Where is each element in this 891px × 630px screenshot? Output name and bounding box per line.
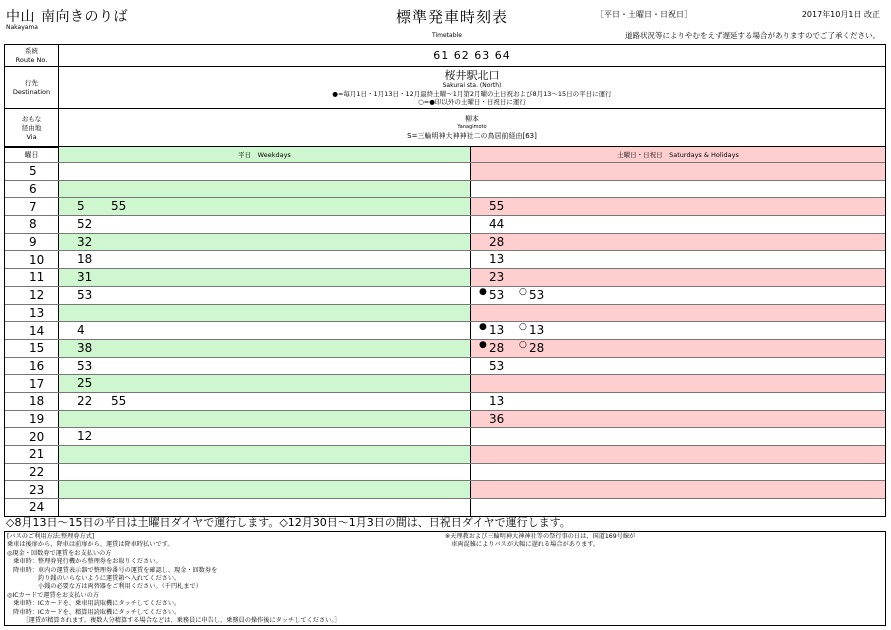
stop-name-roman: Nakayama (6, 24, 38, 31)
weekday-departure: 22 (77, 393, 93, 408)
hour-row (5, 392, 885, 410)
fare-instructions (7, 533, 437, 625)
weekday-departure: 55 (111, 199, 127, 214)
hour-row (5, 233, 885, 251)
hour-label: 15 (5, 340, 59, 357)
stop-name (6, 6, 128, 26)
via-label (5, 109, 59, 147)
via-label-ja-2: 経由地 (21, 123, 42, 132)
hour-row (5, 286, 885, 304)
fare-instruction-line: 降車時：車内の運賃表示器で整理券番号の運賃を確認し、現金・回数券を (7, 566, 218, 574)
hour-label: 9 (5, 234, 59, 251)
holiday-departure: 53 (489, 358, 505, 373)
route-value (59, 45, 885, 66)
page-title: 標準発車時刻表 (396, 8, 509, 26)
holiday-cell (471, 499, 885, 516)
hour-row (5, 410, 885, 428)
holiday-departure: 13 (489, 252, 505, 267)
destination-row (5, 67, 885, 109)
weekday-cell (59, 464, 471, 481)
holiday-cell (471, 163, 885, 180)
weekday-departure: 5 (77, 199, 85, 214)
hour-label: 13 (5, 305, 59, 322)
weekday-cell (59, 340, 471, 357)
holiday-cell (471, 411, 885, 428)
holiday-cell (471, 216, 885, 233)
hour-label: 10 (5, 251, 59, 268)
weekday-cell (59, 375, 471, 392)
via-note: S=三輪明神大神神社二の鳥居前経由[63] (407, 132, 537, 140)
holiday-cell (471, 446, 885, 463)
usage-footer (4, 531, 886, 626)
hour-row (5, 374, 885, 392)
hour-label: 5 (5, 163, 59, 180)
day-kinds: ［平日・土曜日・日祝日］ (596, 10, 692, 19)
hour-row (5, 215, 885, 233)
congestion-note-line: 車両混雑によりバスが大幅に遅れる場合があります。 (445, 541, 600, 549)
fare-instruction-line: 乗車時：整理券発行機から整理券をお取りください。 (7, 558, 162, 566)
weekday-cell (59, 322, 471, 339)
weekday-cell (59, 181, 471, 198)
holiday-cell (471, 481, 885, 498)
hour-label: 22 (5, 464, 59, 481)
hour-row (5, 339, 885, 357)
weekday-cell (59, 216, 471, 233)
hour-row (5, 162, 885, 180)
holiday-departure: 53 (529, 287, 545, 302)
hour-label: 17 (5, 375, 59, 392)
hour-row (5, 427, 885, 445)
weekday-departure: 52 (77, 217, 93, 232)
hour-column-header: 曜日 (5, 147, 59, 162)
stop-name-text: 中山 (6, 9, 35, 25)
weekday-departure: 18 (77, 252, 93, 267)
route-label (5, 45, 59, 66)
revision-date: 2017年10月1日 改正 (801, 10, 880, 19)
filled-circle-mark: ● (479, 339, 487, 350)
destination-note-hollow: ○=●印以外の土曜日・日祝日に運行 (418, 97, 526, 106)
destination-note-filled: ●=毎月1日・1月13日・12月最終土曜～1月第2月曜の土日祝および8月13～15日の平日に運行 (332, 89, 612, 98)
destination-name: 桜井駅北口 (444, 68, 500, 82)
filled-circle-mark: ● (479, 322, 487, 333)
hour-row (5, 498, 885, 516)
fare-instruction-line: 乗車時：ICカードを、乗車用読取機にタッチしてください。 (7, 600, 181, 608)
holiday-cell (471, 358, 885, 375)
hour-row (5, 357, 885, 375)
holiday-cell (471, 234, 885, 251)
hour-label: 21 (5, 446, 59, 463)
hour-label: 11 (5, 269, 59, 286)
hour-row (5, 268, 885, 286)
weekday-cell (59, 499, 471, 516)
timetable-page (4, 4, 886, 626)
holiday-cell (471, 464, 885, 481)
weekday-cell (59, 358, 471, 375)
weekday-cell (59, 198, 471, 215)
weekday-cell (59, 393, 471, 410)
weekday-cell (59, 446, 471, 463)
hour-row (5, 445, 885, 463)
weekday-column-header: 平日 Weekdays (59, 147, 471, 162)
congestion-note (445, 533, 875, 550)
hollow-circle-mark: ○ (519, 322, 527, 333)
destination-roman: Sakurai sta. (North) (442, 81, 502, 89)
weekday-departure: 53 (77, 358, 93, 373)
weekday-departure: 31 (77, 270, 93, 285)
holiday-departure: 28 (489, 340, 505, 355)
via-value (59, 109, 885, 147)
hour-label: 18 (5, 393, 59, 410)
hour-label: 23 (5, 481, 59, 498)
weekday-departure: 32 (77, 234, 93, 249)
weekday-cell (59, 287, 471, 304)
holiday-departure: 13 (529, 323, 545, 338)
weekday-departure: 12 (77, 429, 93, 444)
platform-name: 南向きのりば (41, 9, 128, 25)
weekday-cell (59, 234, 471, 251)
holiday-departure: 55 (489, 199, 505, 214)
fare-instruction-line: ◎ICカードで運賃をお支払いの方 (7, 591, 99, 599)
destination-value (59, 67, 885, 108)
via-name: 柳本 (465, 115, 479, 123)
weekday-cell (59, 481, 471, 498)
timetable-header (4, 4, 886, 44)
holiday-cell (471, 269, 885, 286)
holiday-cell (471, 305, 885, 322)
weekday-departure: 38 (77, 340, 93, 355)
weekday-departure: 25 (77, 376, 93, 391)
via-row (5, 109, 885, 147)
holiday-cell (471, 322, 885, 339)
weekday-departure: 4 (77, 323, 85, 338)
weekday-cell (59, 428, 471, 445)
via-roman: Yanagimoto (457, 124, 487, 130)
hour-row (5, 197, 885, 215)
weekday-cell (59, 251, 471, 268)
holiday-column-header: 土曜日・日祝日 Saturdays & Holidays (471, 147, 885, 162)
fare-instruction-line: 釣り銭のいらないように運賃箱へ入れてください。 (7, 575, 181, 583)
weekday-cell (59, 411, 471, 428)
hour-row (5, 480, 885, 498)
fare-instruction-line: 小銭の必要な方は両替器をご利用ください。（千円札まで） (7, 583, 202, 591)
destination-label (5, 67, 59, 108)
hour-label: 8 (5, 216, 59, 233)
holiday-cell (471, 393, 885, 410)
fare-instruction-line: 降車時：ICカードを、精算用読取機にタッチしてください。 (7, 608, 181, 616)
page-title-roman: Timetable (432, 32, 462, 39)
hour-label: 12 (5, 287, 59, 304)
fare-instruction-line: 乗車は後扉から、降車は前扉から、運賃は降車時払いです。 (7, 541, 174, 549)
operation-notice: ◇8月13日～15日の平日は土曜日ダイヤで運行します。◇12月30日～1月3日の間は、日祝日ダイヤで運行します。 (6, 516, 571, 529)
hour-label: 6 (5, 181, 59, 198)
holiday-cell (471, 428, 885, 445)
hour-label: 19 (5, 411, 59, 428)
holiday-cell (471, 181, 885, 198)
holiday-cell (471, 287, 885, 304)
hour-row (5, 180, 885, 198)
hour-row (5, 304, 885, 322)
weekday-departure: 53 (77, 287, 93, 302)
weekday-departure: 55 (111, 393, 127, 408)
holiday-departure: 28 (529, 340, 545, 355)
hour-label: 16 (5, 358, 59, 375)
holiday-departure: 44 (489, 217, 505, 232)
hollow-circle-mark: ○ (519, 339, 527, 350)
holiday-cell (471, 375, 885, 392)
grid-header-row (5, 146, 885, 162)
congestion-note-line: ※天理教および三輪明神大神神社等の祭行事の日は、国道169号線が (445, 533, 636, 540)
holiday-cell (471, 251, 885, 268)
holiday-departure: 23 (489, 270, 505, 285)
route-label-ja: 系統 (25, 46, 38, 55)
fare-instruction-line: ◎現金・回数券で運賃をお支払いの方 (7, 549, 112, 557)
hour-label: 24 (5, 499, 59, 516)
holiday-departure: 13 (489, 393, 505, 408)
hour-row (5, 321, 885, 339)
holiday-departure: 28 (489, 234, 505, 249)
destination-label-en: Destination (12, 87, 51, 96)
departure-grid (4, 146, 886, 517)
destination-label-ja: 行先 (25, 78, 38, 87)
hour-row (5, 250, 885, 268)
hour-row (5, 463, 885, 481)
hollow-circle-mark: ○ (519, 286, 527, 297)
via-label-en: Via (26, 132, 37, 141)
weekday-cell (59, 269, 471, 286)
route-label-en: Route No. (15, 55, 48, 64)
holiday-departure: 13 (489, 323, 505, 338)
fare-instruction-line: [バスのご利用方法:整理券方式] (7, 533, 95, 540)
holiday-departure: 36 (489, 411, 505, 426)
holiday-cell (471, 340, 885, 357)
route-info-table (4, 44, 886, 148)
hour-label: 7 (5, 198, 59, 215)
weekday-cell (59, 305, 471, 322)
hour-label: 20 (5, 428, 59, 445)
via-label-ja-1: おもな (21, 114, 42, 123)
route-row (5, 45, 885, 67)
fare-instruction-line: ［運賃が精算されます。複数人分精算する場合などは、乗務員に申告し、乗務員の操作後にタッチしてください。］ (7, 617, 341, 625)
route-numbers: 61 62 63 64 (433, 49, 511, 62)
hour-label: 14 (5, 322, 59, 339)
filled-circle-mark: ● (479, 286, 487, 297)
holiday-departure: 53 (489, 287, 505, 302)
delay-note: 道路状況等によりやむをえず遅延する場合がありますのでご了承ください。 (625, 31, 880, 40)
weekday-cell (59, 163, 471, 180)
holiday-cell (471, 198, 885, 215)
